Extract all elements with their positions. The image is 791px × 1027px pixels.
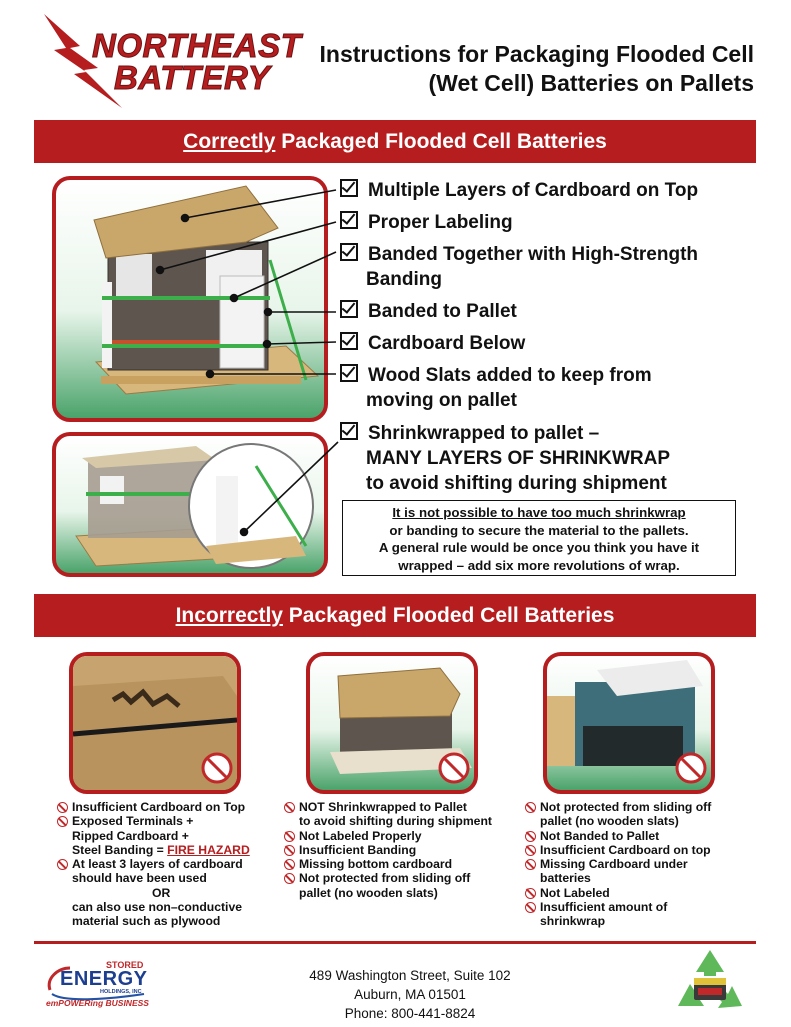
prohibited-icon (525, 831, 536, 842)
incorrect-photo-1 (69, 652, 241, 794)
se-stored: STORED (106, 960, 144, 970)
checkbox-icon (340, 300, 358, 318)
note-underlined: It is not possible to have too much shrinkwrap (392, 505, 686, 520)
list-item-text: Not protected from sliding off (299, 871, 471, 886)
list-item-cont: material such as plywood (72, 914, 221, 929)
list-item (525, 829, 750, 843)
recycle-battery-icon (670, 946, 750, 1022)
incorrect-list-3 (525, 800, 750, 929)
list-item-text: Not Banded to Pallet (540, 828, 660, 843)
list-item-cont: pallet (no wooden slats) (299, 885, 438, 900)
list-item-cont: batteries (540, 871, 591, 886)
list-item (57, 814, 267, 828)
list-item-text: At least 3 layers of cardboard (72, 857, 243, 872)
checklist-text: Wood Slats added to keep from (368, 365, 652, 386)
checklist-text: Proper Labeling (368, 212, 513, 233)
list-item (284, 857, 509, 871)
prohibited-icon (57, 859, 68, 870)
footer-divider (34, 941, 756, 944)
incorrect-heading-emph: Incorrectly (175, 604, 283, 627)
checkbox-icon (340, 211, 358, 229)
checklist-item (340, 421, 670, 496)
list-item-text: Insufficient Cardboard on top (540, 842, 711, 857)
title-line2: (Wet Cell) Batteries on Pallets (428, 70, 754, 96)
checklist-item (340, 178, 698, 203)
prohibited-icon (57, 816, 68, 827)
list-item (284, 829, 509, 843)
or-label: OR (152, 885, 171, 900)
list-item-cont: pallet (no wooden slats) (540, 814, 679, 829)
checklist-item (340, 299, 517, 324)
prohibited-icon (57, 802, 68, 813)
list-item (525, 886, 750, 900)
checklist-text: Shrinkwrapped to pallet – (368, 423, 600, 444)
checklist-text-cont: to avoid shifting during shipment (366, 473, 667, 494)
list-item-cont: Ripped Cardboard + (72, 828, 189, 843)
list-item (525, 857, 750, 871)
address-line3: Phone: 800-441-8824 (344, 1006, 476, 1021)
incorrect-list-1 (57, 800, 267, 929)
footer-address (290, 966, 530, 1023)
fire-hazard-label: FIRE HAZARD (167, 842, 250, 857)
logo-line2: BATTERY (114, 59, 271, 96)
shrinkwrap-note (342, 500, 736, 576)
list-item (525, 900, 750, 914)
list-item-text: Not Labeled (540, 885, 610, 900)
note-line2: or banding to secure the material to the pallets. (389, 522, 689, 538)
checklist-item (340, 242, 698, 292)
checkbox-icon (340, 332, 358, 350)
list-item-text: Insufficient Cardboard on Top (72, 800, 246, 814)
list-item-text: Not protected from sliding off (540, 800, 712, 814)
correct-heading-emph: Correctly (183, 130, 276, 153)
se-holdings: HOLDINGS, INC (100, 989, 142, 995)
list-item-cont: to avoid shifting during shipment (299, 814, 492, 829)
prohibited-icon (284, 845, 295, 856)
incorrect-section-banner (34, 594, 756, 637)
list-item-cont-text: Steel Banding = (72, 842, 168, 857)
checklist-text: Cardboard Below (368, 333, 526, 354)
incorrect-heading-rest: Packaged Flooded Cell Batteries (282, 604, 615, 627)
correct-heading-rest: Packaged Flooded Cell Batteries (275, 130, 607, 153)
checkbox-icon (340, 243, 358, 261)
checklist-item (340, 210, 513, 235)
checkbox-icon (340, 422, 358, 440)
note-line4: wrapped – add six more revolutions of wrap. (398, 557, 680, 573)
prohibited-icon (525, 902, 536, 913)
checklist-text: Multiple Layers of Cardboard on Top (368, 180, 699, 201)
note-line3: A general rule would be once you think you have it (378, 540, 700, 555)
stored-energy-logo (44, 960, 154, 1010)
list-item-text: Missing Cardboard under (540, 857, 688, 872)
prohibited-icon (284, 873, 295, 884)
list-item-text: Insufficient amount of (540, 900, 668, 915)
list-item-text: Exposed Terminals + (72, 814, 194, 829)
checklist-text-cont: moving on pallet (366, 390, 517, 411)
se-tagline: emPOWERing BUSINESS (46, 998, 149, 1008)
checklist-text-cont: MANY LAYERS OF SHRINKWRAP (366, 448, 671, 469)
checkbox-icon (340, 364, 358, 382)
incorrect-photo-2 (306, 652, 478, 794)
list-item-cont: should have been used (72, 871, 207, 886)
list-item-cont: can also use non–conductive (72, 900, 242, 915)
list-item (525, 843, 750, 857)
list-item-cont (57, 843, 267, 857)
list-item (57, 857, 267, 871)
checklist-item (340, 331, 525, 356)
list-item-text: Not Labeled Properly (299, 828, 422, 843)
logo-line1: NORTHEAST (92, 27, 302, 64)
prohibited-icon (525, 859, 536, 870)
checklist-text: Banded to Pallet (368, 301, 517, 322)
list-item-text: Missing bottom cardboard (299, 857, 453, 872)
incorrect-list-2 (284, 800, 509, 900)
address-line2: Auburn, MA 01501 (354, 987, 466, 1002)
checklist-text: Banded Together with High-Strength (368, 244, 699, 265)
prohibited-icon (284, 831, 295, 842)
prohibited-icon (525, 888, 536, 899)
list-item (284, 843, 509, 857)
checklist-item (340, 363, 652, 413)
list-item (525, 800, 750, 814)
list-item-cont: shrinkwrap (540, 914, 606, 929)
list-item (57, 800, 267, 814)
list-item-text: Insufficient Banding (299, 842, 417, 857)
checklist-text-cont: Banding (366, 269, 442, 290)
list-item (284, 871, 509, 885)
incorrect-photo-3 (543, 652, 715, 794)
address-line1: 489 Washington Street, Suite 102 (309, 968, 511, 983)
prohibited-icon (525, 802, 536, 813)
prohibited-icon (284, 802, 295, 813)
se-energy: ENERGY (60, 968, 148, 990)
checkbox-icon (340, 179, 358, 197)
list-item (284, 800, 509, 814)
title-line1: Instructions for Packaging Flooded Cell (319, 41, 754, 67)
prohibited-icon (525, 845, 536, 856)
list-item-text: NOT Shrinkwrapped to Pallet (299, 800, 467, 814)
prohibited-icon (284, 859, 295, 870)
